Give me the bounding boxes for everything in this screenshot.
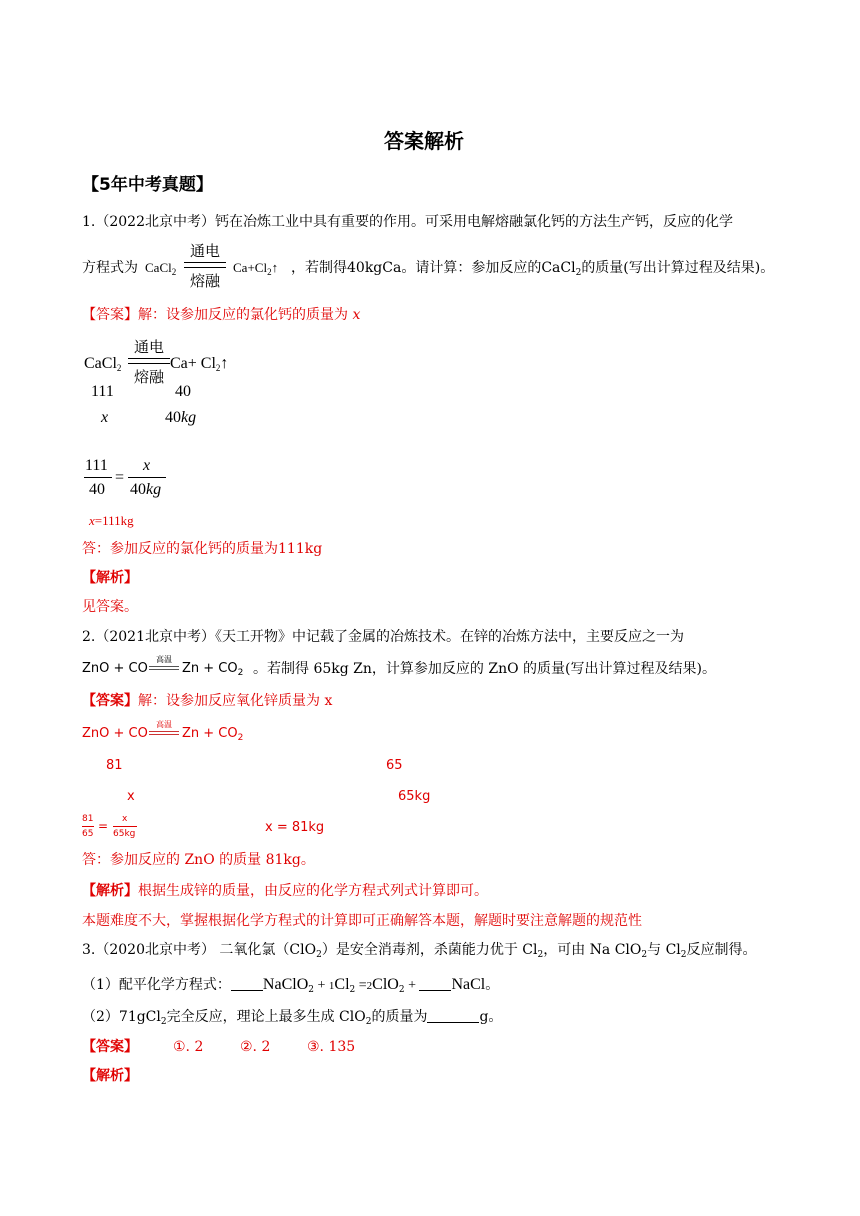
text: ，可由 Na ClO — [543, 942, 642, 958]
q1-frac-bar-right — [128, 477, 166, 478]
formula-text: ClO — [372, 976, 399, 993]
section-heading: 【5年中考真题】 — [82, 175, 213, 195]
q2-line1: 2.（2021北京中考）《天工开物》中记载了金属的冶炼技术。在锌的冶炼方法中，主要反应之一为 — [82, 629, 684, 645]
q1-analysis-text: 见答案。 — [82, 599, 138, 615]
q1-products — [233, 260, 279, 277]
q2-frac-equals: = — [98, 819, 109, 833]
q1-mass-111: 111 — [91, 383, 114, 400]
q2-mass-65: 65 — [386, 758, 403, 773]
number: 40 — [130, 481, 146, 498]
var-x: x — [89, 513, 95, 528]
subscript: 2 — [160, 1017, 167, 1027]
subscript: 2 — [116, 363, 122, 373]
q2-frac-den-right: 65kg — [113, 829, 136, 839]
label: （1）配平化学方程式： — [82, 977, 231, 993]
subscript: 2 — [680, 950, 687, 960]
q1-40kg — [165, 410, 196, 426]
formula-text: Zn + CO — [182, 726, 238, 741]
q1-line2-rest — [291, 260, 775, 278]
q1-eq-cond-top: 通电 — [133, 338, 164, 356]
q2-analysis — [82, 884, 488, 898]
answer-text: 解：设参加反应的氯化钙的质量为 — [138, 307, 348, 323]
subscript: 2 — [537, 950, 544, 960]
q2-eq-cond: 高温 — [156, 720, 172, 729]
subscript: 2 — [641, 950, 648, 960]
q1-eq-left — [84, 356, 121, 372]
q2-note: 本题难度不大，掌握根据化学方程式的计算即可正确解答本题，解题时要注意解题的规范性 — [82, 913, 642, 929]
subscript: 2 — [398, 985, 405, 995]
q2-eq-products — [182, 726, 244, 743]
blank-3[interactable] — [427, 1010, 479, 1023]
q2-result: x = 81kg — [265, 820, 325, 835]
q1-var-x: x — [101, 409, 109, 426]
q2-reactants: ZnO + CO — [82, 661, 148, 676]
subscript: 2 — [237, 668, 244, 678]
formula-text: NaClO — [262, 976, 309, 993]
q1-analysis-tag: 【解析】 — [82, 570, 138, 586]
q1-frac-equals: = — [115, 469, 125, 486]
q3-answer-3: ③. 135 — [307, 1039, 356, 1055]
blank-2[interactable] — [419, 976, 451, 991]
subscript: 2 — [215, 363, 221, 373]
text: 的质量为 — [371, 1009, 428, 1025]
result-text: =111kg — [94, 513, 134, 528]
blank-1[interactable] — [231, 976, 263, 991]
q3-part2 — [82, 1009, 503, 1027]
q2-frac-den-left: 65 — [82, 829, 94, 839]
gas-arrow-icon: ↑ — [271, 260, 279, 275]
q2-eq-equal-sign — [149, 731, 179, 735]
q2-products — [182, 661, 244, 678]
subscript: 2 — [349, 985, 356, 995]
q2-65kg: 65kg — [398, 789, 431, 804]
unit: kg — [181, 409, 197, 426]
q1-frac-num-left: 111 — [85, 457, 108, 474]
formula-text: CaCl — [145, 260, 172, 275]
number: 40 — [165, 409, 181, 426]
q1-equal-sign — [184, 262, 226, 268]
q2-answer — [82, 694, 332, 708]
q2-frac-bar-left — [82, 826, 94, 827]
answer-tag: 【答案】 — [82, 307, 138, 323]
q3-analysis-tag: 【解析】 — [82, 1068, 138, 1084]
q1-frac-num-right: x — [143, 457, 151, 474]
subscript: 2 — [316, 950, 322, 960]
text: 与 Cl — [647, 942, 681, 958]
q1-line1: 1.（2022北京中考）钙在冶炼工业中具有重要的作用。可采用电解熔融氯化钙的方法生产钙，反应的化学 — [82, 214, 733, 230]
q3-part1 — [82, 976, 499, 993]
q1-frac-bar-left — [84, 477, 112, 478]
formula-text: Cl — [334, 976, 350, 993]
text: 的质量(写出计算过程及结果)。 — [581, 260, 775, 276]
q2-frac-num-right: x — [122, 814, 128, 824]
analysis-text: 根据生成锌的质量，由反应的化学方程式列式计算即可。 — [138, 883, 488, 899]
answer-tag: 【答案】 — [82, 693, 138, 709]
page-title: 答案解析 — [384, 129, 464, 153]
text: 3.（2020北京中考） 二氧化氯（ClO — [82, 942, 317, 958]
q2-equal-sign — [149, 666, 179, 670]
operator: + — [404, 978, 420, 993]
subscript: 2 — [267, 267, 272, 277]
subscript: 2 — [575, 268, 582, 278]
q1-eq-equal-sign — [128, 358, 170, 364]
formula-text: Ca+Cl — [233, 260, 268, 275]
q2-frac-bar-right — [113, 826, 137, 827]
q2-mass-81: 81 — [106, 758, 123, 773]
formula-text: CaCl — [84, 355, 117, 372]
q2-line2-rest: 。若制得 65kg Zn，计算参加反应的 ZnO 的质量(写出计算过程及结果)。 — [253, 661, 716, 677]
q1-mass-40: 40 — [175, 383, 191, 400]
q1-cacl2 — [145, 260, 177, 277]
q1-frac-den-left: 40 — [89, 481, 105, 498]
q2-frac-num-left: 81 — [82, 814, 94, 824]
subscript: 2 — [171, 267, 177, 277]
var-x: x — [352, 307, 361, 323]
q1-conclusion: 答：参加反应的氯化钙的质量为111kg — [82, 541, 323, 557]
q1-frac-den-right — [130, 482, 161, 498]
formula-text: Ca+ Cl — [170, 355, 216, 372]
text: 完全反应，理论上最多生成 ClO — [166, 1009, 366, 1025]
formula-text: NaCl — [451, 976, 486, 993]
q1-line2-prefix: 方程式为 — [82, 260, 138, 276]
q3-answer-1: ①. 2 — [173, 1039, 204, 1055]
q2-conclusion: 答：参加反应的 ZnO 的质量 81kg。 — [82, 852, 315, 868]
operator: = — [355, 978, 367, 993]
q1-condition-bottom: 熔融 — [189, 272, 220, 290]
q1-result — [89, 514, 134, 527]
coefficient: 2 — [366, 980, 373, 992]
subscript: 2 — [237, 733, 244, 743]
q3-line1 — [82, 942, 757, 960]
text: g。 — [479, 1009, 503, 1025]
formula-text: CaCl — [541, 260, 576, 276]
subscript: 2 — [308, 985, 314, 995]
q2-var-x: x — [127, 789, 135, 804]
q3-answer-2: ②. 2 — [240, 1039, 271, 1055]
q1-eq-right — [170, 356, 228, 372]
q2-eq-reactants: ZnO + CO — [82, 726, 148, 741]
q3-answer-tag: 【答案】 — [82, 1039, 138, 1055]
text: 反应制得。 — [686, 942, 757, 958]
q2-cond: 高温 — [156, 655, 172, 664]
subscript: 2 — [365, 1017, 372, 1027]
q1-eq-cond-bottom: 熔融 — [133, 368, 164, 386]
text: ，若制得40kgCa。请计算：参加反应的 — [291, 260, 542, 276]
q1-condition-top: 通电 — [189, 242, 220, 260]
analysis-tag: 【解析】 — [82, 883, 138, 899]
formula-text: Zn + CO — [182, 661, 238, 676]
gas-arrow-icon: ↑ — [220, 355, 229, 372]
operator: + — [313, 978, 329, 993]
text: 。 — [485, 977, 500, 993]
text: （2）71gCl — [82, 1009, 161, 1025]
text: ）是安全消毒剂，杀菌能力优于 Cl — [321, 942, 538, 958]
coefficient: 1 — [328, 980, 335, 992]
q1-answer — [82, 308, 360, 322]
unit: kg — [146, 481, 162, 498]
answer-text: 解：设参加反应氧化锌质量为 x — [138, 693, 333, 709]
